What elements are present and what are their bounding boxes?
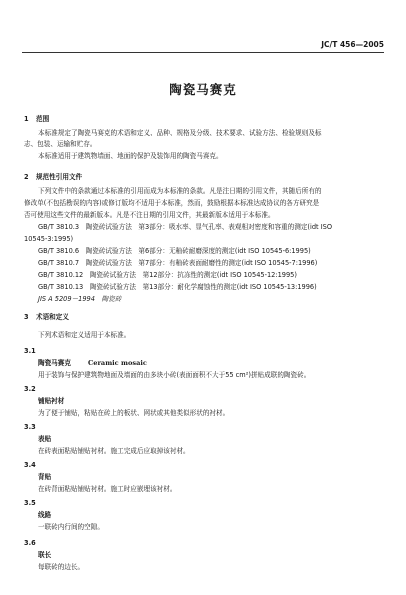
header-rule [22, 52, 384, 53]
term-number: 3.3 [24, 423, 36, 431]
reference-item: GB/T 3810.7 陶瓷砖试验方法 第7部分：有釉砖表面耐磨性的测定(idt ISO 10545-7:1996) [38, 259, 318, 267]
term-number: 3.4 [24, 461, 36, 469]
term-number: 3.1 [24, 347, 36, 355]
section-2-intro-line2: 修改单(不包括勘误的内容)或修订版均不适用于本标准，然而，鼓励根据本标准达成协议的各方研究是 [24, 199, 320, 207]
section-2-intro-line1: 下列文件中的条款通过本标准的引用而成为本标准的条款。凡是注日期的引用文件，其随后所有的 [38, 187, 322, 195]
section-1-para1-line1: 本标准规定了陶瓷马赛克的术语和定义、品种、规格及分级、技术要求、试验方法、检验规则及标 [38, 129, 322, 137]
term-number: 3.2 [24, 385, 36, 393]
term-name: 联长 [38, 551, 52, 559]
reference-item: GB/T 3810.3 陶瓷砖试验方法 第3部分：吸水率、显气孔率、表观相对密度和容重的测定(idt ISO [38, 223, 333, 231]
term-definition: 用于装饰与保护建筑物地面及墙面的由多块小砖(表面面积不大于55 cm²)拼贴成联的陶瓷砖。 [38, 371, 311, 379]
reference-item: GB/T 3810.6 陶瓷砖试验方法 第6部分：无釉砖耐磨深度的测定(idt ISO 10545-6:1995) [38, 247, 311, 255]
term-name: 背贴 [38, 473, 52, 481]
reference-item: GB/T 3810.12 陶瓷砖试验方法 第12部分：抗冻性的测定(idt ISO 10545-12:1995) [38, 271, 297, 279]
section-1-heading: 范围 [36, 115, 50, 123]
term-definition: 在砖背面粘贴铺贴衬材。施工时应嵌埋该衬材。 [38, 485, 177, 493]
term-name: 陶瓷马赛克 [38, 359, 71, 367]
term-name: 表贴 [38, 435, 52, 443]
term-definition: 为了便于铺贴，粘贴在砖上的板状、网状或其他类似形状的衬材。 [38, 409, 230, 417]
term-definition: 在砖表面粘贴铺贴衬材。施工完成后应取掉该衬材。 [38, 447, 190, 455]
section-2-heading: 规范性引用文件 [36, 173, 83, 181]
term-number: 3.6 [24, 539, 36, 547]
document-title: 陶瓷马赛克 [169, 82, 237, 97]
section-3-intro: 下列术语和定义适用于本标准。 [38, 331, 131, 339]
reference-item: JIS A 5209－1994 陶瓷砖 [38, 295, 122, 303]
section-2-number: 2 [24, 173, 29, 181]
section-3-heading: 术语和定义 [36, 313, 69, 321]
standard-code: JC/T 456—2005 [321, 40, 384, 49]
section-1-number: 1 [24, 115, 29, 123]
term-name-en: Ceramic mosaic [88, 359, 147, 367]
reference-item-cont: 10545-3:1995) [24, 235, 74, 243]
section-1-para1-line2: 志、包装、运输和贮存。 [24, 140, 97, 148]
term-number: 3.5 [24, 499, 36, 507]
term-name: 线路 [38, 511, 52, 519]
term-name: 铺贴衬材 [38, 397, 65, 405]
reference-item: GB/T 3810.13 陶瓷砖试验方法 第13部分：耐化学腐蚀性的测定(idt ISO 10545-13:1996) [38, 283, 317, 291]
term-definition: 一联砖内行间的空隙。 [38, 523, 104, 531]
term-definition: 每联砖的边长。 [38, 563, 85, 571]
section-3-number: 3 [24, 313, 29, 321]
section-1-para2: 本标准适用于建筑物墙面、地面的保护及装饰用的陶瓷马赛克。 [38, 152, 223, 160]
section-2-intro-line3: 否可使用这些文件的最新版本。凡是不注日期的引用文件，其最新版本适用于本标准。 [24, 211, 275, 219]
